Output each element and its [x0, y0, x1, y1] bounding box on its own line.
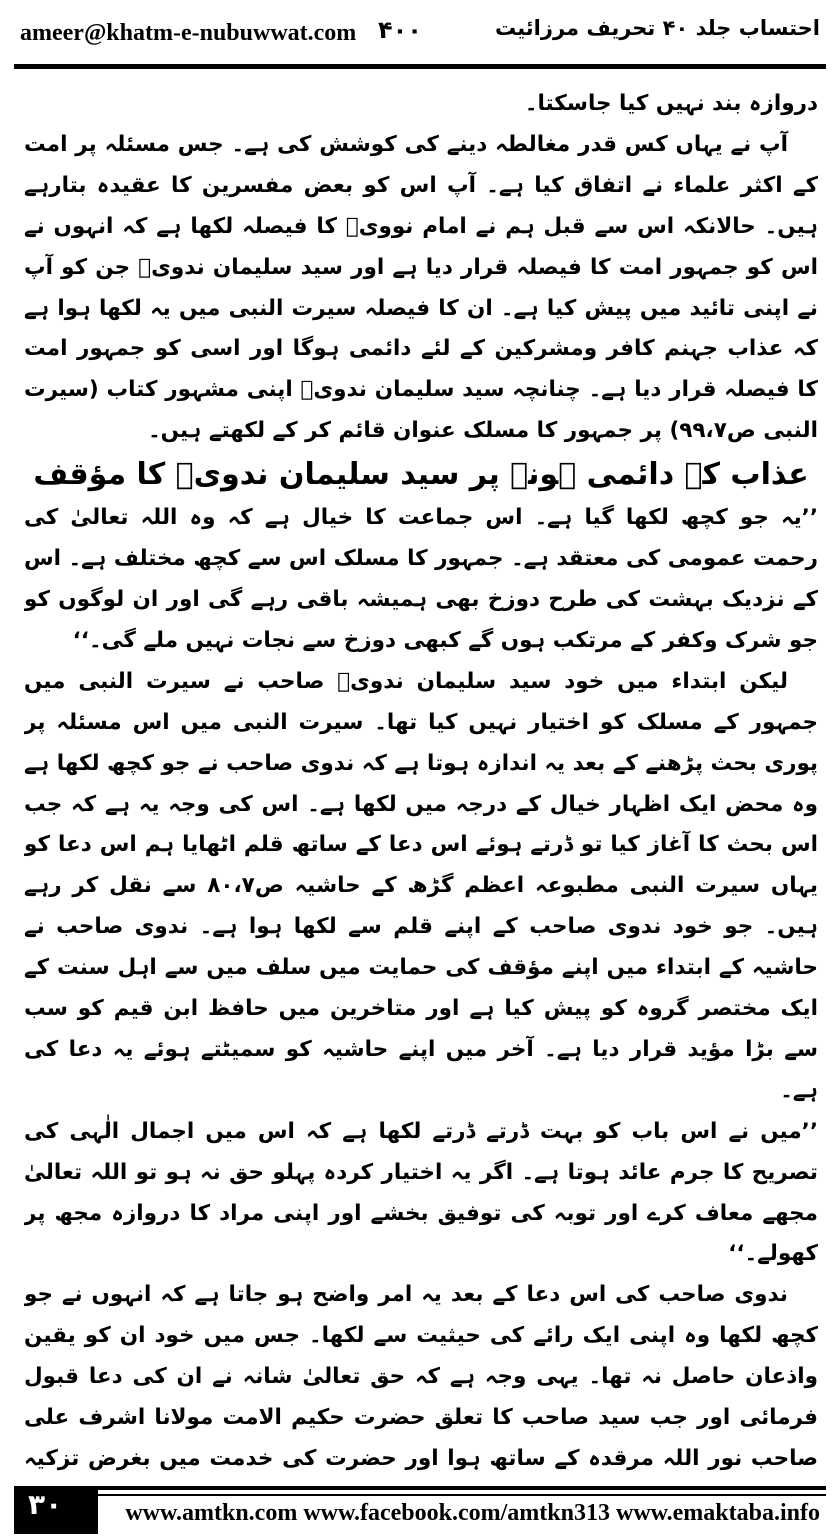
- header-rule: [14, 64, 826, 69]
- header-page-number: ۴۰۰: [378, 16, 422, 44]
- quote-paragraph: ’’میں نے اس باب کو بہت ڈرتے ڈرتے لکھا ہے کہ اس میں اجمال الٰہی کی تصریح کا جرم عائد ہوتا ہے۔ اگر یہ اختیار کردہ پہلو حق نہ ہو تو اللہ تعالیٰ مجھے معاف کرے اور توبہ کی توفیق بخشے اور اپنی مراد کا دروازہ مجھ پر کھولے۔‘‘: [24, 1118, 818, 1267]
- footer-links[interactable]: www.amtkn.com www.facebook.com/amtkn313 www.emaktaba.info: [125, 1500, 820, 1526]
- page-header: [0, 0, 840, 56]
- footer-rule: [98, 1486, 826, 1490]
- paragraph: آپ نے یہاں کس قدر مغالطہ دینے کی کوشش کی ہے۔ جس مسئلہ پر امت کے اکثر علماء نے اتفاق کیا ہے۔ آپ اس کو بعض مفسرین کا عقیدہ بتارہے ہیں۔ حالانکہ اس سے قبل ہم نے امام نوویؒ کا فیصلہ لکھا ہے کہ انہوں نے اس کو جمہور امت کا فیصلہ قرار دیا ہے اور سید سلیمان ندویؒ جن کو آپ نے اپنی تائید میں پیش کیا ہے۔ ان کا فیصلہ سیرت النبی میں یہ لکھا ہوا ہے کہ عذاب جہنم کافر ومشرکین کے لئے دائمی ہوگا اور اسی کو جمہور امت کا فیصلہ قرار دیا ہے۔ چنانچہ سید سلیمان ندویؒ اپنی مشہور کتاب (سیرت النبی ص۹۹،۷) پر جمہور کا مسلک عنوان قائم کر کے لکھتے ہیں۔: [24, 131, 818, 444]
- header-book-title: احتساب جلد ۴۰ تحریف مرزائیت: [494, 16, 820, 40]
- paragraph: لیکن ابتداء میں خود سید سلیمان ندویؒ صاحب نے سیرت النبی میں جمہور کے مسلک کو اختیار نہیں کیا تھا۔ سیرت النبی میں اس مسئلہ پر پوری بحث پڑھنے کے بعد یہ اندازہ ہوتا ہے کہ ندوی صاحب نے جو کچھ لکھا ہے وہ محض ایک اظہار خیال کے درجہ میں لکھا ہے۔ اس کی وجہ یہ ہے کہ جب اس بحث کا آغاز کیا تو ڈرتے ہوئے اس دعا کے ساتھ قلم اٹھایا ہم اس دعا کو یہاں سیرت النبی مطبوعہ اعظم گڑھ کے حاشیہ ص۸۰،۷ سے نقل کر رہے ہیں۔ جو خود ندوی صاحب کے اپنے قلم سے لکھا ہوا ہے۔ ندوی صاحب نے حاشیہ کے ابتداء میں اپنے مؤقف کی حمایت میں سلف میں سے اہل سنت کے ایک مختصر گروہ کو پیش کیا ہے اور متاخرین میں حافظ ابن قیم کو سب سے بڑا مؤید قرار دیا ہے۔ آخر میں اپنے حاشیہ کو سمیٹتے ہوئے یہ دعا کی ہے۔: [24, 668, 818, 1103]
- quote-paragraph: ’’یہ جو کچھ لکھا گیا ہے۔ اس جماعت کا خیال ہے کہ وہ اللہ تعالیٰ کی رحمت عمومی کی معتقد ہے۔ جمہور کا مسلک اس سے کچھ مختلف ہے۔ اس کے نزدیک بہشت کی طرح دوزخ بھی ہمیشہ باقی رہے گی اور ان لوگوں کو جو شرک وکفر کے مرتکب ہوں گے کبھی دوزخ سے نجات نہیں ملے گی۔‘‘: [24, 505, 818, 653]
- footer-page-marker: ۳۰: [28, 1488, 63, 1521]
- section-heading: عذاب کے دائمی ہونے پر سید سلیمان ندویؒ کا مؤقف: [33, 457, 809, 493]
- header-email: ameer@khatm-e-nubuwwat.com: [20, 20, 357, 46]
- paragraph: دروازہ بند نہیں کیا جاسکتا۔: [524, 91, 818, 116]
- footer-rule-thin: [98, 1494, 826, 1496]
- page-body: [24, 84, 818, 1479]
- paragraph: ندوی صاحب کی اس دعا کے بعد یہ امر واضح ہو جاتا ہے کہ انہوں نے جو کچھ لکھا وہ اپنی ایک رائے کی حیثیت سے لکھا۔ جس میں خود ان کو یقین واذعان حاصل نہ تھا۔ یہی وجہ ہے کہ حق تعالیٰ شانہ نے ان کی دعا قبول فرمائی اور جب سید صاحب کا تعلق حضرت حکیم الامت مولانا اشرف علی صاحب نور اللہ مرقدہ کے ساتھ ہوا اور حضرت کی خدمت میں بغرض تزکیہ: [24, 1282, 818, 1471]
